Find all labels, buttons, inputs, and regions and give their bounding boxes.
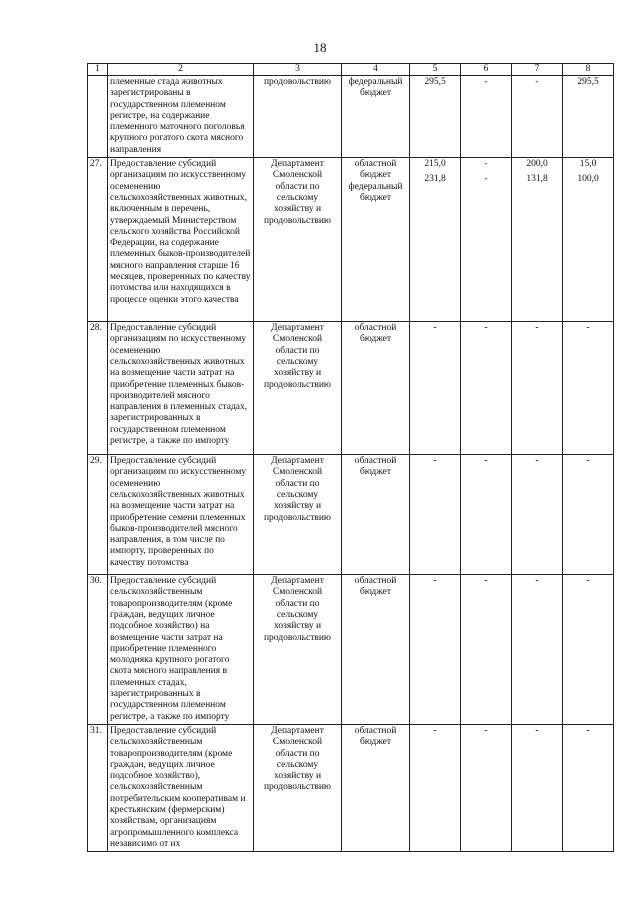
column-header: 7 xyxy=(512,64,563,76)
page-number: 18 xyxy=(313,40,327,55)
value-col8: - xyxy=(563,724,614,851)
value-col8 xyxy=(563,158,614,322)
executor: Департамент Смоленской области по сельскому хозяйству и продовольствию xyxy=(254,322,342,455)
column-header: 1 xyxy=(88,64,108,76)
table-row xyxy=(88,455,614,575)
value-col7: - xyxy=(512,724,563,851)
row-number: 28. xyxy=(88,322,108,455)
value-col7: - xyxy=(512,575,563,725)
executor: продовольствию xyxy=(254,76,342,158)
measure-name: Предоставление субсидий организациям по искусственному осеменению сельскохозяйственных животных на возмещение части затрат на приобретение племенных быков-производителей мясного направления в племенных стадах, зарегистрированных в государственном племенном регистре, а также по импорту xyxy=(108,322,254,455)
funding-source-regional: областной бюджет xyxy=(354,159,397,181)
value-col6: - xyxy=(461,724,512,851)
value-federal: - xyxy=(484,174,488,185)
value-col5 xyxy=(410,158,461,322)
value-col8: - xyxy=(563,322,614,455)
value-regional: 15,0 xyxy=(579,159,597,170)
row-number: 27. xyxy=(88,158,108,322)
value-col5: - xyxy=(410,724,461,851)
column-header: 2 xyxy=(108,64,254,76)
value-col6: - xyxy=(461,455,512,575)
measure-name: племенные стада животных зарегистрированы в государственном племенном регистре, на содержание племенного маточного поголовья крупного рогатого скота мясного направления xyxy=(108,76,254,158)
value-federal: 100,0 xyxy=(577,174,599,185)
row-number: 30. xyxy=(88,575,108,725)
column-number-header xyxy=(88,64,614,76)
value-col5: 295,5 xyxy=(410,76,461,158)
table-row xyxy=(88,724,614,851)
value-federal: 231,8 xyxy=(424,174,446,185)
row-number xyxy=(88,76,108,158)
measure-name: Предоставление субсидий организациям по искусственному осеменению сельскохозяйственных животных на возмещение части затрат на приобретение семени племенных быков-производителей мясного направления, в том числе по импорту, проверенных по качеству потомства xyxy=(108,455,254,575)
value-regional: 200,0 xyxy=(526,159,548,170)
value-col6: - xyxy=(461,76,512,158)
value-col6: - xyxy=(461,322,512,455)
table-row xyxy=(88,322,614,455)
measure-name: Предоставление субсидий сельскохозяйственным товаропроизводителям (кроме граждан, ведущих личное подсобное хозяйство) на возмещение части затрат на приобретение племенного молодняка крупного рогатого скота мясного направления в племенных стадах, зарегистрированных в государственном племенном регистре, а также по импорту xyxy=(108,575,254,725)
column-header: 5 xyxy=(410,64,461,76)
row-number: 29. xyxy=(88,455,108,575)
table-row xyxy=(88,76,614,158)
executor: Департамент Смоленской области по сельскому хозяйству и продовольствию xyxy=(254,724,342,851)
column-header: 4 xyxy=(342,64,410,76)
value-federal: 131,8 xyxy=(526,174,548,185)
value-col7: - xyxy=(512,455,563,575)
value-regional: 215,0 xyxy=(424,159,446,170)
measure-name: Предоставление субсидий организациям по искусственному осеменению сельскохозяйственных животных, включенным в перечень, утверждаемый Министерством сельского хозяйства Российской Федерации, на содержание племенных быков-производителей мясного направления старше 16 месяцев, проверенных по качеству потомства или находящихся в процессе оценки этого качества xyxy=(108,158,254,322)
funding-source: областной бюджет xyxy=(342,455,410,575)
value-col6: - xyxy=(461,575,512,725)
funding-source: областной бюджет xyxy=(342,724,410,851)
value-col5: - xyxy=(410,455,461,575)
funding-source-federal: федеральный бюджет xyxy=(348,181,403,203)
executor: Департамент Смоленской области по сельскому хозяйству и продовольствию xyxy=(254,455,342,575)
funding-source: областной бюджет xyxy=(342,322,410,455)
value-col8: 295,5 xyxy=(563,76,614,158)
value-col7: - xyxy=(512,322,563,455)
column-header: 8 xyxy=(563,64,614,76)
funding-source: областной бюджет xyxy=(342,575,410,725)
value-col5: - xyxy=(410,322,461,455)
funding-source xyxy=(342,158,410,322)
value-col7 xyxy=(512,158,563,322)
table-row xyxy=(88,575,614,725)
value-col6 xyxy=(461,158,512,322)
column-header: 6 xyxy=(461,64,512,76)
value-regional: - xyxy=(484,159,488,170)
row-number: 31. xyxy=(88,724,108,851)
executor: Департамент Смоленской области по сельскому хозяйству и продовольствию xyxy=(254,158,342,322)
executor: Департамент Смоленской области по сельскому хозяйству и продовольствию xyxy=(254,575,342,725)
value-col8: - xyxy=(563,575,614,725)
value-col5: - xyxy=(410,575,461,725)
program-table xyxy=(87,63,614,852)
column-header: 3 xyxy=(254,64,342,76)
value-col7: - xyxy=(512,76,563,158)
measure-name: Предоставление субсидий сельскохозяйственным товаропроизводителям (кроме граждан, ведущих личное подсобное хозяйство), сельскохозяйственным потребительским кооперативам и крестьянским (фермерским) хозяйствам, организациям агропромышленного комплекса независимо от их xyxy=(108,724,254,851)
funding-source: федеральный бюджет xyxy=(342,76,410,158)
table-row xyxy=(88,158,614,322)
value-col8: - xyxy=(563,455,614,575)
